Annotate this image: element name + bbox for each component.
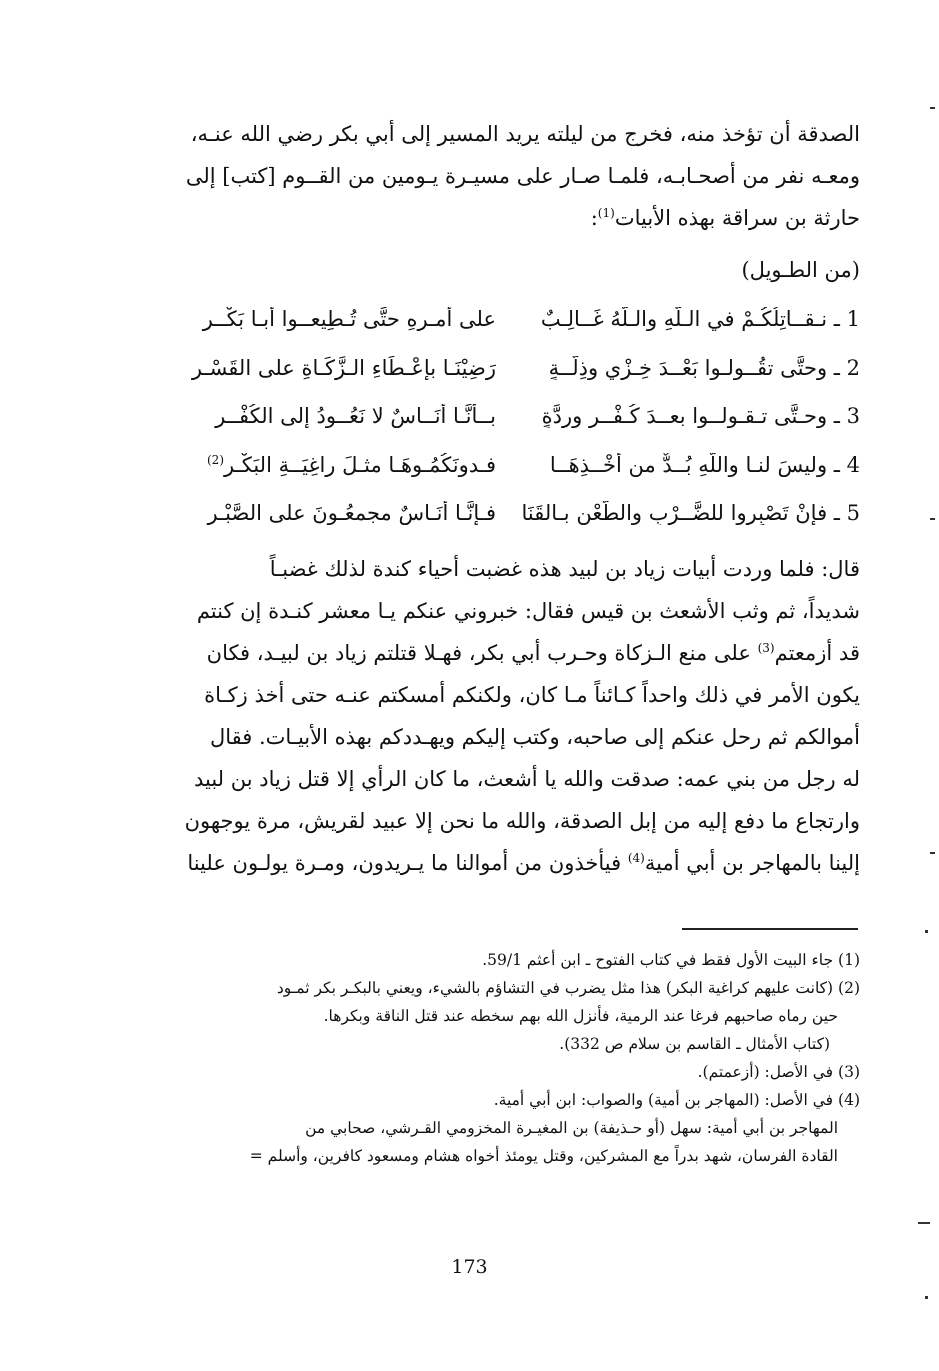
body-line: له رجل من بني عمه: صدقت والله يا أشعث، ما كان الرأي إلا قتل زياد بن لبيد <box>193 767 860 791</box>
verse-first-text: نـقــاتِلُكُـمْ في الـلَّهِ والـلَّهُ غَــالِـبٌ <box>540 307 828 331</box>
verse-number: 1 ـ <box>827 307 860 331</box>
footnote-line: (كتاب الأمثال ـ القاسم بن سلام ص 332). <box>559 1035 830 1053</box>
footnote-marker: (2) <box>206 452 224 467</box>
footnote-line: حين رماه صاحبهم فرغا عند الرمية، فأنزل الله بهم سخطه عند قتل الناقة وبكرها. <box>323 1007 838 1025</box>
verse-first-text: وليسَ لنـا واللَّهِ بُــدٌّ من أخْــذِهَــا <box>549 452 828 477</box>
margin-mark <box>925 930 928 933</box>
body-line: شديداً، ثم وثب الأشعث بن قيس فقال: خبروني عنكم يـا معشر كنـدة إن كنتم <box>196 599 860 623</box>
footnote-line: (4) في الأصل: (المهاجر بن أمية) والصواب: ابن أبي أمية. <box>493 1091 860 1109</box>
footnote-line: (2) (كانت عليهم كراغية البكر) هذا مثل يضرب في التشاؤم بالشيء، ويعني بالبكـر بكر ثمـود <box>276 979 860 997</box>
verse-first-hemistich <box>500 307 860 331</box>
margin-mark <box>918 1222 930 1224</box>
verse-row <box>136 301 860 350</box>
footnote-line: المهاجر بن أبي أمية: سهل (أو حـذيفة) بن المغيـرة المخزومي القـرشي، صحابي من <box>305 1119 838 1137</box>
margin-mark <box>925 1296 928 1299</box>
verse-first-hemistich <box>500 404 860 428</box>
verse-first-hemistich <box>500 501 860 525</box>
body-paragraph <box>136 548 860 884</box>
verse-row <box>136 350 860 399</box>
footnote-line: (3) في الأصل: (أزعمتم). <box>697 1063 860 1081</box>
intro-line: حارثة بن سراقة بهذه الأبيات$^{(1)}$: <box>590 206 860 230</box>
footnote-marker: (1) <box>597 206 615 220</box>
verse-row <box>136 398 860 447</box>
footnote-marker: (3) <box>757 641 775 655</box>
poem-block <box>136 301 860 544</box>
body-line: قد أزمعتم$^{(3)}$ على منع الـزكاة وحـرب أبي بكر، فهـلا قتلتم زياد بن لبيـد، فكان <box>206 641 860 665</box>
verse-first-text: وحتَّى تقُــولـوا بَعْــدَ خِـزْيٍ وذِلَّــةٍ <box>548 355 828 380</box>
footnotes <box>136 946 860 1170</box>
body-line: يكون الأمر في ذلك واحداً كـائناً مـا كان، ولكنكم أمسكتم عنـه حتى أخذ زكـاة <box>204 683 860 707</box>
verse-number: 5 ـ <box>827 501 860 525</box>
verse-first-hemistich <box>500 356 860 380</box>
intro-paragraph <box>136 113 860 239</box>
verse-second-hemistich: بــأنَّـا أُنَــاسٌ لا نَعُــودُ إلى الكُفْــرِ <box>215 404 496 428</box>
footnote-separator <box>682 928 858 930</box>
body-line: أموالكم ثم رحل عنكم إلى صاحبه، وكتب إليكم ويهـددكم بهذه الأبيـات. فقال <box>209 725 860 749</box>
verse-number: 3 ـ <box>827 404 860 428</box>
intro-line: ومعـه نفر من أصحـابـه، فلمـا صـار على مسيـرة يـومين من القــوم [كتب] إلى <box>185 164 860 188</box>
verse-row <box>136 447 860 496</box>
meter-label: (من الطـويل) <box>741 258 860 282</box>
verse-first-text: فإنْ تَصْبِروا للضَّــرْبِ والطَّعْنِ بـالقَنَا <box>521 501 828 525</box>
verse-second-hemistich: رَضِيْنَـا بإعْـطَاءِ الـزَّكَـاةِ على القَسْـرِ <box>191 355 496 380</box>
margin-mark <box>930 518 935 520</box>
footnote-line: (1) جاء البيت الأول فقط في كتاب الفتوح ـ ابن أعثم 59/1. <box>482 951 860 969</box>
verse-number: 4 ـ <box>827 452 860 477</box>
verse-first-text: وحـتَّى تـقـولــوا بعــدَ كُـفْــرٍ ورِدَّةٍ <box>541 404 828 428</box>
footnote-line: القادة الفرسان، شهد بدراً مع المشركين، وقتل يومئذ أخواه هشام ومسعود كافرين، وأسلم = <box>249 1147 838 1165</box>
page-number: 173 <box>451 1256 488 1278</box>
verse-second-hemistich: على أمـرِهِ حتَّى تُـطِيعــوا أبـا بَكْــرِ <box>202 307 496 331</box>
verse-number: 2 ـ <box>827 355 860 380</box>
footnote-marker: (4) <box>627 851 645 865</box>
body-line: وارتجاع ما دفع إليه من إبل الصدقة، والله ما نحن إلا عبيد لقريش، مرة يوجهون <box>184 809 860 833</box>
verse-second-hemistich: فـإنَّـا أُنَـاسٌ مجمعُـونَ على الصَّبْـرِ <box>207 501 496 525</box>
verse-row <box>136 495 860 544</box>
intro-line: الصدقة أن تؤخذ منه، فخرج من ليلته يريد المسير إلى أبي بكر رضي الله عنـه، <box>190 122 860 146</box>
body-line: قال: فلما وردت أبيات زياد بن لبيد هذه غضبت أحياء كندة لذلك غضبـاً <box>269 557 860 581</box>
verse-second-hemistich: فـدونَكُمُـوهَـا مثـلَ راغِيَــةِ البَكْـرِ$^{(2)}$ <box>206 452 496 477</box>
body-line: إلينا بالمهاجر بن أبي أمية$^{(4)}$ فيأخذون من أموالنا ما يـريدون، ومـرة يولـون علينا <box>187 851 860 875</box>
verse-first-hemistich <box>500 453 860 477</box>
margin-mark <box>930 852 935 854</box>
margin-mark <box>930 107 935 109</box>
